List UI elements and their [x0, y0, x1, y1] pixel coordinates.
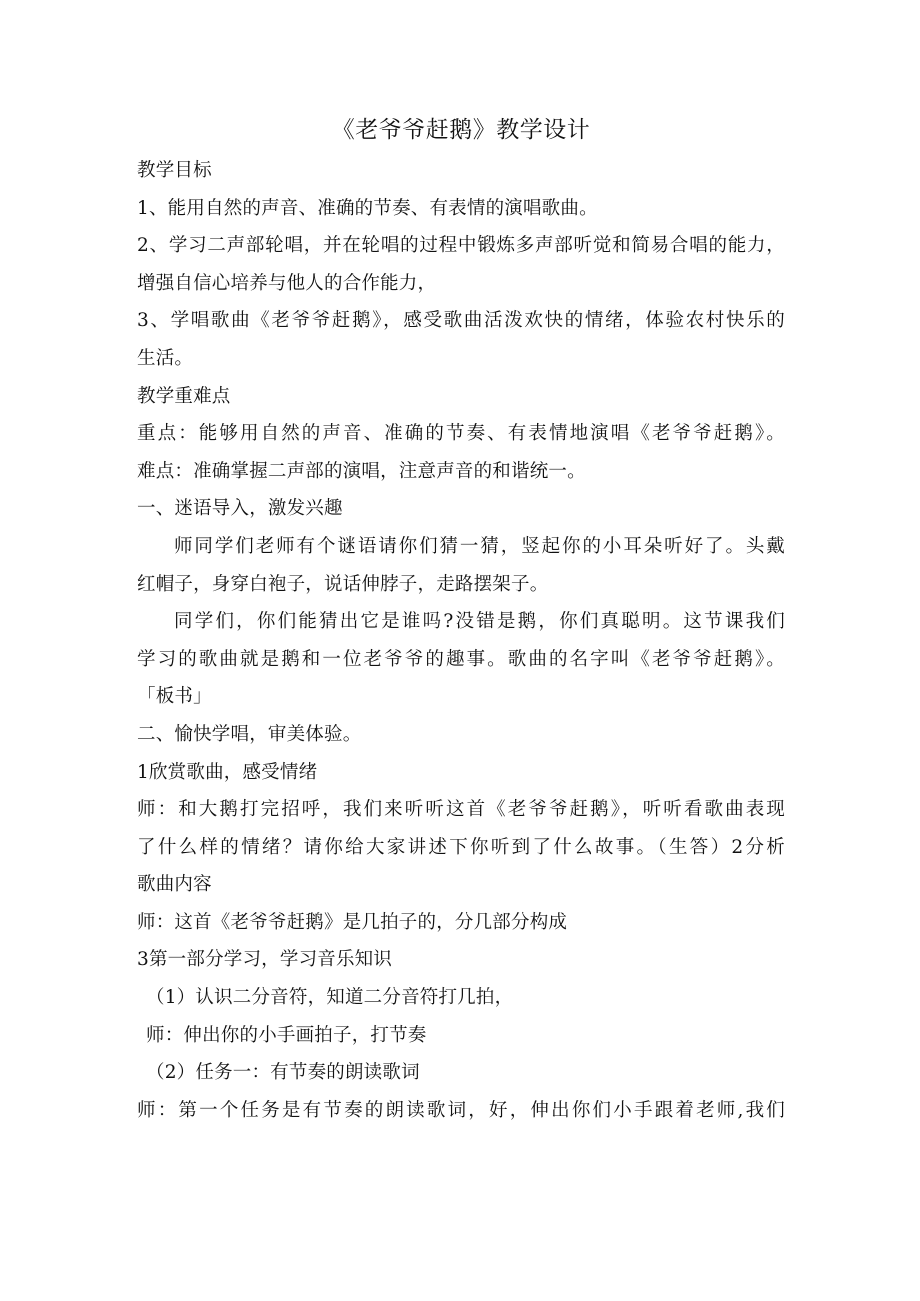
paragraph-line: 红帽子，身穿白袍子，说话伸脖子，走路摆架子。 — [137, 573, 549, 595]
paragraph-line: （2）任务一：有节奏的朗读歌词 — [146, 1062, 420, 1084]
paragraph-line: 歌曲内容 — [137, 874, 212, 896]
paragraph-line: 教学重难点 — [137, 385, 231, 407]
paragraph-line: 师：和大鹅打完招呼，我们来听听这首《老爷爷赶鹅》，听听看歌曲表现 — [137, 799, 785, 821]
paragraph-line: 学习的歌曲就是鹅和一位老爷爷的趣事。歌曲的名字叫《老爷爷赶鹅》。 — [137, 648, 785, 670]
document-page — [137, 112, 785, 1129]
paragraph-line: 生活。 — [137, 347, 194, 369]
paragraph-line: 1欣赏歌曲，感受情绪 — [137, 761, 318, 783]
paragraph-line: 2、学习二声部轮唱，并在轮唱的过程中锻炼多声部听觉和简易合唱的能力， — [137, 235, 785, 257]
paragraph-line: （1）认识二分音符，知道二分音符打几拍， — [146, 987, 514, 1009]
paragraph-line: 同学们，你们能猜出它是谁吗?没错是鹅，你们真聪明。这节课我们 — [174, 611, 785, 633]
paragraph-line: 增强自信心培养与他人的合作能力， — [137, 272, 437, 294]
paragraph-line: 师：伸出你的小手画拍子，打节奏 — [146, 1024, 427, 1046]
paragraph-line: 1、能用自然的声音、准确的节奏、有表情的演唱歌曲。 — [137, 197, 598, 219]
paragraph-line: 一、迷语导入，激发兴趣 — [137, 498, 343, 520]
paragraph-line: 了什么样的情绪？请你给大家讲述下你听到了什么故事。（生答）2分析 — [137, 836, 785, 858]
paragraph-line: 师：第一个任务是有节奏的朗读歌词，好，伸出你们小手跟着老师,我们 — [137, 1099, 785, 1121]
paragraph-line: 「板书」 — [137, 686, 212, 708]
document-title: 《老爷爷赶鹅》教学设计 — [331, 117, 591, 143]
paragraph-line: 3、学唱歌曲《老爷爷赶鹅》，感受歌曲活泼欢快的情绪，体验农村快乐的 — [137, 310, 785, 332]
paragraph-line: 教学目标 — [137, 160, 212, 181]
paragraph-line: 二、愉快学唱，审美体验。 — [137, 723, 362, 745]
paragraph-line: 师：这首《老爷爷赶鹅》是几拍子的，分几部分构成 — [137, 911, 568, 933]
document-body — [137, 152, 785, 1129]
paragraph-line: 师同学们老师有个谜语请你们猜一猜，竖起你的小耳朵听好了。头戴 — [174, 535, 785, 557]
paragraph-line: 3第一部分学习，学习音乐知识 — [137, 949, 393, 971]
paragraph-line: 难点：准确掌握二声部的演唱，注意声音的和谐统一。 — [137, 460, 586, 482]
paragraph-line: 重点：能够用自然的声音、准确的节奏、有表情地演唱《老爷爷赶鹅》。 — [137, 423, 785, 445]
